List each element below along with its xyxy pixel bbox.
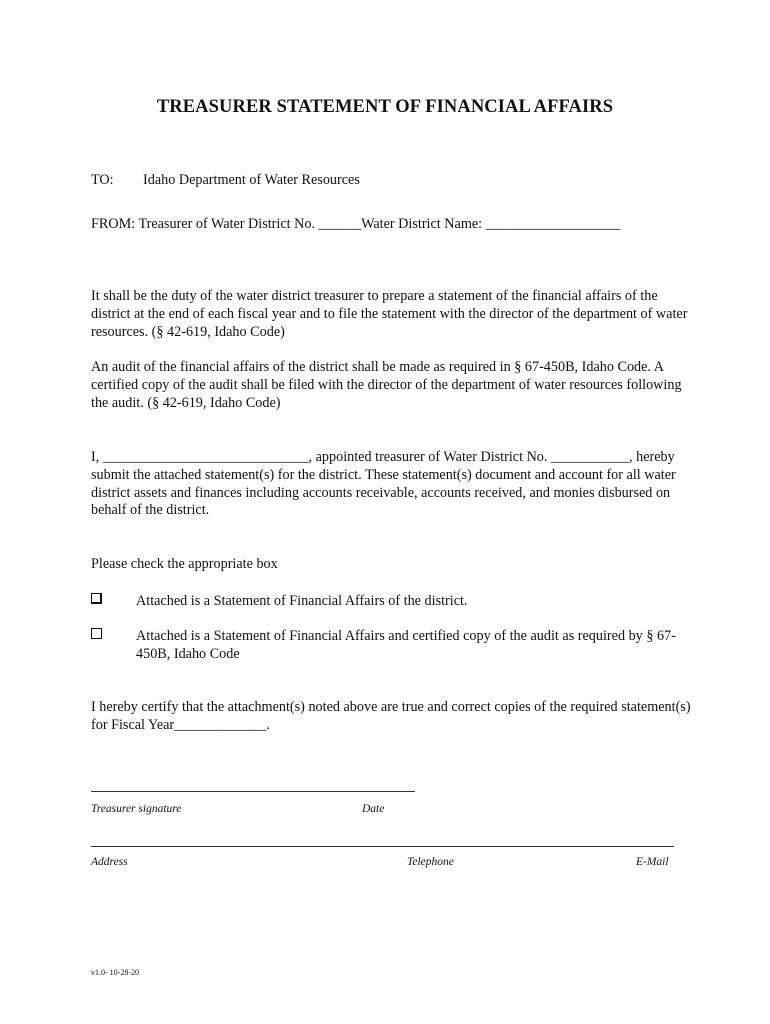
version-footer: v1.0- 10-28-20 <box>91 968 139 977</box>
to-label: TO: <box>91 172 114 188</box>
audit-paragraph: An audit of the financial affairs of the district shall be made as required in § 67-450B, Idaho Code. A certified copy of the audit shall be filed with the director of the department of water resources following the audit. (§ 42-619, Idaho Code) <box>91 359 682 411</box>
certify-paragraph: I hereby certify that the attachment(s) noted above are true and correct copies of the required statement(s) for Fiscal Year_____________. <box>91 699 691 733</box>
email-label: E-Mail <box>636 856 669 868</box>
address-label: Address <box>91 856 128 868</box>
to-recipient: Idaho Department of Water Resources <box>143 172 360 188</box>
statement-only-checkbox[interactable] <box>91 593 102 604</box>
statement-and-audit-checkbox[interactable] <box>91 628 102 639</box>
statement-only-option-label: Attached is a Statement of Financial Affairs of the district. <box>136 593 468 609</box>
statement-and-audit-option-label: Attached is a Statement of Financial Affairs and certified copy of the audit as required by § 67-450B, Idaho Code <box>136 628 676 662</box>
signature-line[interactable] <box>91 791 415 792</box>
from-line: FROM: Treasurer of Water District No. ______Water District Name: ___________________ <box>91 216 621 232</box>
form-title: TREASURER STATEMENT OF FINANCIAL AFFAIRS <box>156 97 614 117</box>
check-prompt: Please check the appropriate box <box>91 556 278 572</box>
submit-paragraph: I, _____________________________, appointed treasurer of Water District No. ___________, hereby submit the attached statement(s) for the district. These statement(s) document and account for all water district assets and finances including accounts receivable, accounts received, and monies disbursed on behalf of the district. <box>91 449 676 519</box>
date-label: Date <box>362 803 385 815</box>
telephone-label: Telephone <box>407 856 454 868</box>
duty-paragraph: It shall be the duty of the water district treasurer to prepare a statement of the financial affairs of the district at the end of each fiscal year and to file the statement with the director of the department of water resources. (§ 42-619, Idaho Code) <box>91 288 688 340</box>
address-line[interactable] <box>91 846 674 847</box>
treasurer-signature-label: Treasurer signature <box>91 803 182 815</box>
